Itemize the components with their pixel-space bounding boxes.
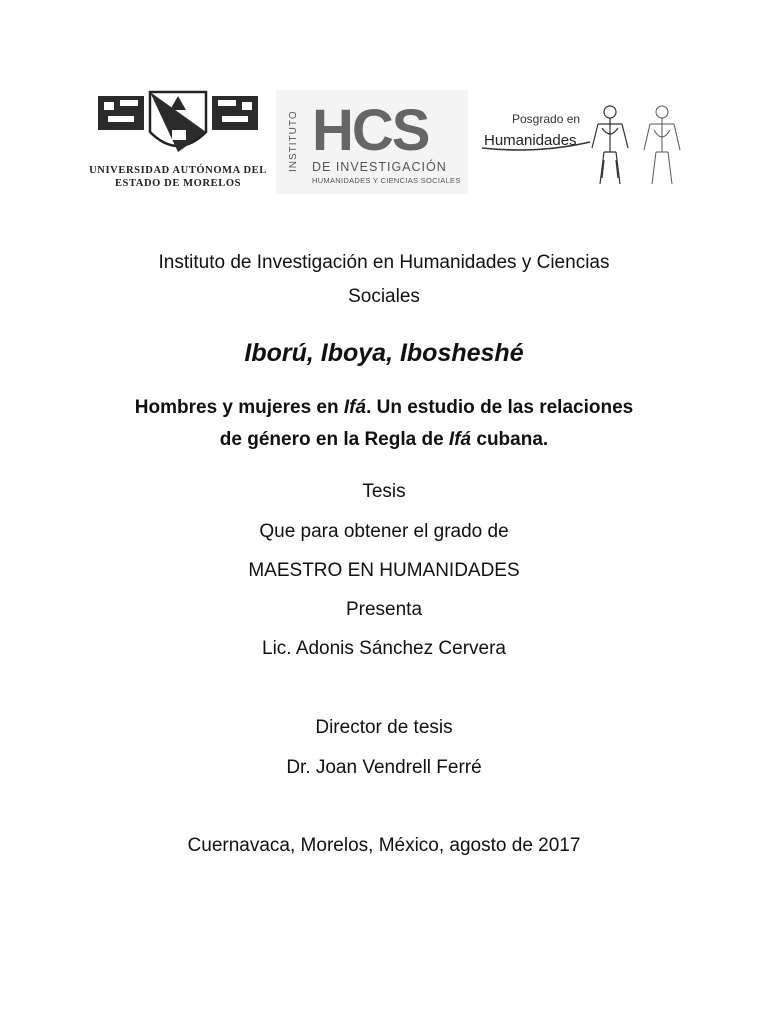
thesis-subtitle-line-2 <box>0 429 768 451</box>
posgrado-top-label: Posgrado en <box>512 112 581 126</box>
institute-line-1: Instituto de Investigación en Humanidades y Ciencias <box>158 252 610 273</box>
uaem-name-line1: UNIVERSIDAD AUTÓNOMA DEL <box>89 165 267 176</box>
hcs-vertical-label: INSTITUTO <box>288 110 299 172</box>
presents-label: Presenta <box>345 599 423 620</box>
uaem-caption <box>88 164 268 190</box>
place-and-date: Cuernavaca, Morelos, México, agosto de 2017 <box>187 835 581 856</box>
uaem-logo <box>88 86 268 196</box>
thesis-subtitle-line-1 <box>0 397 768 419</box>
uaem-name-line2: ESTADO DE MORELOS <box>114 178 242 189</box>
document-type: Tesis <box>362 481 406 502</box>
subtitle-text: cubana. <box>471 429 549 450</box>
hcs-subtitle-1: DE INVESTIGACIÓN <box>312 160 447 174</box>
subtitle-text: . Un estudio de las relaciones <box>366 397 634 418</box>
uaem-emblem-icon <box>88 86 268 162</box>
thesis-title: Iború, Iboya, Ibosheshé <box>244 339 524 367</box>
posgrado-logo <box>478 98 698 198</box>
institute-line-2: Sociales <box>348 286 420 307</box>
subtitle-emphasis: Ifá <box>343 397 367 418</box>
hcs-logo <box>276 90 468 194</box>
degree-purpose: Que para obtener el grado de <box>259 521 509 542</box>
subtitle-emphasis: Ifá <box>448 429 472 450</box>
subtitle-text: de género en la Regla de <box>219 429 449 450</box>
hcs-acronym: HCS <box>312 98 429 163</box>
degree-name: MAESTRO EN HUMANIDADES <box>248 560 520 581</box>
author-name: Lic. Adonis Sánchez Cervera <box>262 638 506 659</box>
anatomy-figures-icon <box>478 98 698 198</box>
director-label: Director de tesis <box>315 717 453 738</box>
subtitle-text: Hombres y mujeres en <box>134 397 344 418</box>
posgrado-main-label: Humanidades <box>484 132 577 149</box>
logo-bar <box>0 80 768 200</box>
director-name: Dr. Joan Vendrell Ferré <box>286 757 482 778</box>
hcs-subtitle-2: HUMANIDADES Y CIENCIAS SOCIALES <box>312 176 461 185</box>
